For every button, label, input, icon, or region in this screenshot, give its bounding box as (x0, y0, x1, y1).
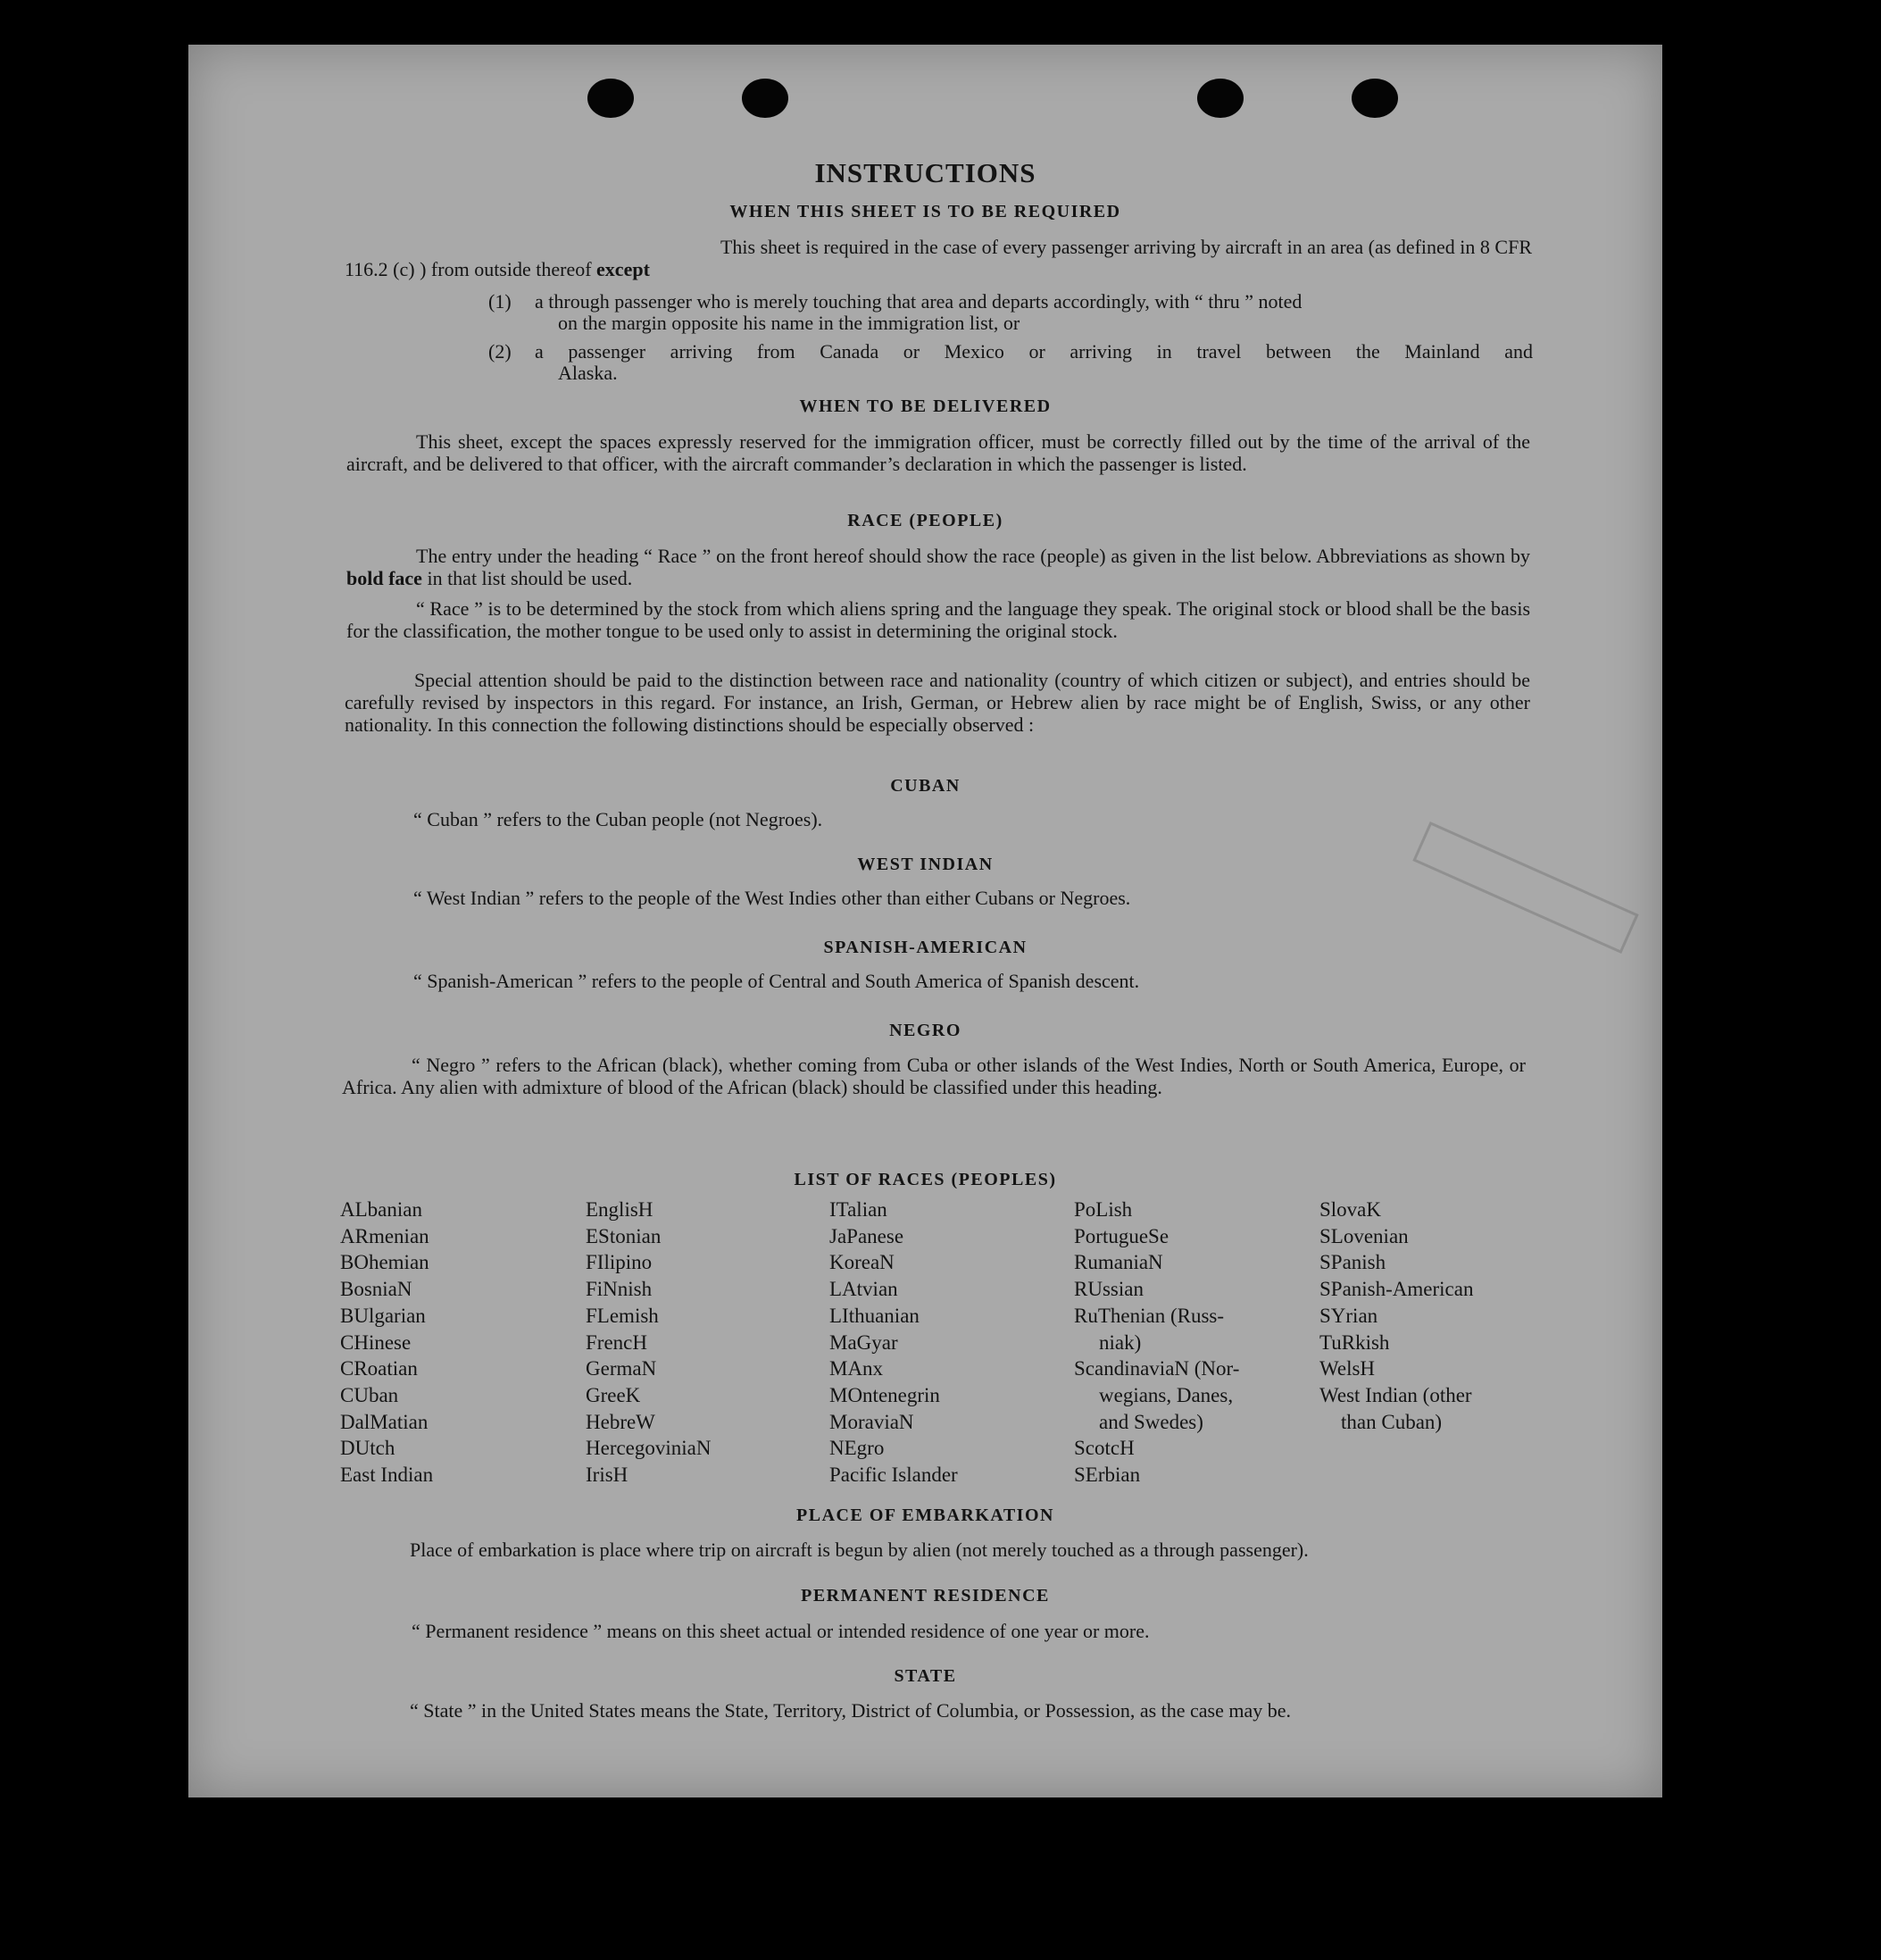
races-column (829, 1197, 958, 1489)
race-entry: CHinese (340, 1330, 412, 1354)
race-entry: Pacific Islander (829, 1464, 958, 1487)
race-entry: BOhemian (340, 1251, 429, 1274)
race-entry: LAtvian (829, 1278, 898, 1301)
race-entry: wegians, Danes, (1099, 1383, 1234, 1406)
heading-cuban: CUBAN (890, 776, 961, 796)
race-entry: WelsH (1319, 1357, 1376, 1380)
race-entry: PortugueSe (1074, 1224, 1169, 1247)
race-entry: JaPanese (829, 1224, 904, 1247)
races-column (1319, 1197, 1473, 1435)
exception-item-line1: a passenger arriving from Canada or Mexico or arriving in travel between the Mainland and (535, 340, 1533, 363)
heading-spanish-american: SPANISH-AMERICAN (823, 938, 1028, 957)
heading-when-delivered: WHEN TO BE DELIVERED (799, 396, 1052, 416)
race-entry: MaGyar (829, 1330, 898, 1354)
race-entry: East Indian (340, 1464, 434, 1487)
races-column (1074, 1197, 1239, 1489)
race-entry: MOntenegrin (829, 1383, 940, 1406)
exception-item-line2: on the margin opposite his name in the immigration list, or (558, 312, 1020, 334)
spanish-american-text: “ Spanish-American ” refers to the people of Central and South America of Spanish descent. (413, 970, 1140, 992)
races-table (340, 1197, 1519, 1491)
races-column (586, 1197, 712, 1489)
instructions-content (188, 45, 1662, 1797)
race-entry: FLemish (586, 1304, 659, 1327)
exception-item-2 (488, 341, 1533, 388)
race-entry: and Swedes) (1099, 1410, 1203, 1433)
race-entry: BUlgarian (340, 1304, 426, 1327)
race-entry: ITalian (829, 1198, 887, 1221)
race-entry: MAnx (829, 1357, 884, 1380)
race-entry: CUban (340, 1383, 399, 1406)
race-paragraph-3: Special attention should be paid to the distinction between race and nationality (country of which citizen or subject), and entries should be carefully revised by inspectors in this regard. For instance, an Irish, German, or Hebrew alien by race might be of English, Swiss, or any other nationality. In this connection the following distinctions should be especially observed : (345, 669, 1530, 736)
heading-list-of-races: LIST OF RACES (PEOPLES) (794, 1170, 1057, 1189)
race-entry: SYrian (1319, 1304, 1378, 1327)
race-entry: SlovaK (1319, 1198, 1381, 1221)
race-entry: DUtch (340, 1437, 395, 1460)
heading-race: RACE (PEOPLE) (847, 511, 1003, 530)
west-indian-text: “ West Indian ” refers to the people of the West Indies other than either Cubans or Negroes. (413, 887, 1131, 909)
heading-place-of-embarkation: PLACE OF EMBARKATION (796, 1505, 1054, 1525)
embarkation-text: Place of embarkation is place where trip on aircraft is begun by alien (not merely touched as a through passenger). (410, 1539, 1309, 1561)
race-entry: MoraviaN (829, 1410, 914, 1433)
race-entry: DalMatian (340, 1410, 429, 1433)
race-entry: PoLish (1074, 1198, 1133, 1221)
race-entry: HebreW (586, 1410, 655, 1433)
heading-when-required: WHEN THIS SHEET IS TO BE REQUIRED (729, 202, 1121, 221)
race-entry: ARmenian (340, 1224, 429, 1247)
negro-text: “ Negro ” refers to the African (black), whether coming from Cuba or other islands of the West Indies, North or South America, Europe, or Africa. Any alien with admixture of blood of the African (black) should be classified under this heading. (342, 1054, 1526, 1098)
race-entry: BosniaN (340, 1278, 412, 1301)
race-entry: SErbian (1074, 1464, 1141, 1487)
exception-item-line1: a through passenger who is merely touching that area and departs accordingly, with “ thru ” noted (535, 290, 1303, 313)
race-entry: GreeK (586, 1383, 641, 1406)
exception-item-line2: Alaska. (558, 362, 618, 384)
race-entry: niak) (1099, 1330, 1142, 1354)
race-entry: SLovenian (1319, 1224, 1409, 1247)
when-required-intro-line2: 116.2 (c) ) from outside thereof except (345, 258, 650, 280)
race-entry: RumaniaN (1074, 1251, 1163, 1274)
heading-permanent-residence: PERMANENT RESIDENCE (801, 1586, 1050, 1606)
race-entry: FIlipino (586, 1251, 653, 1274)
race-entry: KoreaN (829, 1251, 895, 1274)
races-column (340, 1197, 433, 1489)
permanent-residence-text: “ Permanent residence ” means on this sheet actual or intended residence of one year or more. (412, 1620, 1150, 1642)
race-paragraph-2: “ Race ” is to be determined by the stock from which aliens spring and the language they speak. The original stock or blood shall be the basis for the classification, the mother tongue to be used only to assist in determining the original stock. (346, 597, 1530, 642)
when-required-intro-line1: This sheet is required in the case of every passenger arriving by aircraft in an area (as defined in 8 CFR (720, 236, 1532, 258)
race-entry: RUssian (1074, 1278, 1144, 1301)
race-entry: RuThenian (Russ- (1074, 1304, 1225, 1327)
document-sheet (188, 45, 1662, 1797)
race-entry: NEgro (829, 1437, 885, 1460)
race-entry: than Cuban) (1341, 1410, 1443, 1433)
race-entry: SPanish (1319, 1251, 1386, 1274)
heading-west-indian: WEST INDIAN (857, 855, 994, 874)
when-delivered-text: This sheet, except the spaces expressly reserved for the immigration officer, must be correctly filled out by the time of the arrival of the aircraft, and be delivered to that officer, with the aircraft commander’s declaration in which the passenger is listed. (346, 430, 1530, 475)
race-entry: GermaN (586, 1357, 657, 1380)
race-entry: IrisH (586, 1464, 628, 1487)
race-entry: EnglisH (586, 1198, 653, 1221)
state-text: “ State ” in the United States means the State, Territory, District of Columbia, or Possession, as the case may be. (410, 1699, 1292, 1722)
cuban-text: “ Cuban ” refers to the Cuban people (not Negroes). (413, 808, 823, 830)
exception-item-1 (488, 291, 1533, 338)
race-entry: HercegoviniaN (586, 1437, 712, 1460)
race-entry: West Indian (other (1319, 1383, 1472, 1406)
race-entry: ALbanian (340, 1198, 422, 1221)
race-entry: FrencH (586, 1330, 647, 1354)
exception-item-number: (1) (488, 290, 512, 313)
page-title: INSTRUCTIONS (814, 157, 1036, 188)
heading-negro: NEGRO (889, 1021, 961, 1040)
exception-item-number: (2) (488, 340, 512, 363)
race-paragraph-1: The entry under the heading “ Race ” on the front hereof should show the race (people) as given in the list below. Abbreviations as shown by bold face in that list should be used. (346, 545, 1530, 589)
heading-state: STATE (894, 1666, 957, 1686)
race-entry: FiNnish (586, 1278, 653, 1301)
race-entry: SPanish-American (1319, 1278, 1474, 1301)
race-entry: ScotcH (1074, 1437, 1135, 1460)
race-entry: LIthuanian (829, 1304, 920, 1327)
race-entry: ScandinaviaN (Nor- (1074, 1357, 1240, 1380)
race-entry: EStonian (586, 1224, 662, 1247)
race-entry: CRoatian (340, 1357, 418, 1380)
race-entry: TuRkish (1319, 1330, 1390, 1354)
